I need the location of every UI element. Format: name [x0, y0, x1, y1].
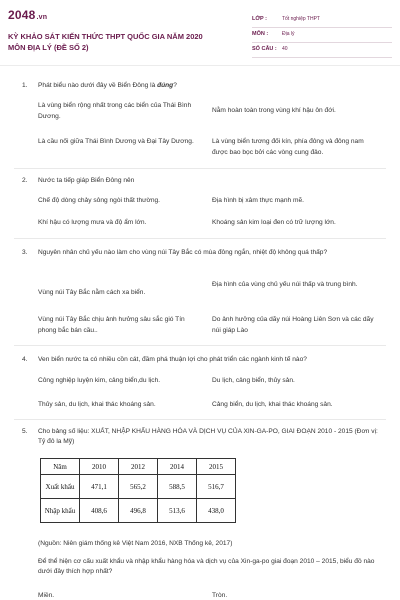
table-row: Nhập khẩu 408,6 496,8 513,6 438,0: [41, 499, 236, 523]
answer-option[interactable]: Nằm hoàn toàn trong vùng khí hậu ôn đới.: [212, 107, 336, 114]
answer-option[interactable]: Khoáng sản kim loại đen có trữ lượng lớn.: [212, 219, 336, 226]
exam-subject-title: MÔN ĐỊA LÝ (ĐỀ SỐ 2): [8, 43, 89, 52]
answer-option[interactable]: Khí hậu có lượng mưa và độ ẩm lớn.: [38, 219, 147, 226]
question-number: 4.: [22, 356, 28, 363]
answer-option[interactable]: Vùng núi Tây Bắc chịu ảnh hưởng sâu sắc gió Tín phong bắc bán cầu..: [38, 316, 185, 334]
meta-row-count: SỐ CÂU : 40: [252, 44, 392, 59]
question-text: Cho bảng số liệu: XUẤT, NHẬP KHẨU HÀNG HÓA VÀ DỊCH VỤ CỦA XIN-GA-PO, GIAI ĐOẠN 2010 - 2015 (Đơn vị: Tỷ đô la Mỹ): [38, 428, 378, 445]
question-text: Ven biển nước ta có nhiều cồn cát, đầm phá thuận lợi cho phát triển các ngành kinh tế nào?: [38, 356, 307, 363]
question-text: Nguyên nhân chủ yếu nào làm cho vùng núi Tây Bắc có mùa đông ngắn, nhiệt độ không quá thấp?: [38, 249, 328, 256]
answer-option[interactable]: Địa hình của vùng chủ yếu núi thấp và trung bình.: [212, 281, 358, 288]
question-number: 1.: [22, 82, 28, 89]
question-number: 3.: [22, 249, 28, 256]
answer-option[interactable]: Miền.: [38, 592, 55, 599]
meta-row-subject: MÔN : Địa lý: [252, 29, 392, 44]
question-number: 5.: [22, 428, 28, 435]
data-table: [40, 458, 236, 523]
exam-meta: [252, 14, 392, 59]
answer-option[interactable]: Thủy sản, du lịch, khai thác khoáng sản.: [38, 401, 156, 408]
answer-option[interactable]: Vùng núi Tây Bắc nằm cách xa biển.: [38, 289, 146, 296]
question-text: Nước ta tiếp giáp Biển Đông nên: [38, 177, 135, 184]
answer-option[interactable]: Công nghiệp luyện kim, cảng biển,du lịch.: [38, 377, 161, 384]
answer-option[interactable]: Chế độ dòng chảy sông ngòi thất thường.: [38, 197, 161, 204]
table-row: Xuất khẩu 471,1 565,2 588,5 516,7: [41, 475, 236, 499]
exam-title: KỲ KHẢO SÁT KIẾN THỨC THPT QUỐC GIA NĂM 2020: [8, 32, 203, 41]
meta-row-class: LỚP : Tốt nghiệp THPT: [252, 14, 392, 29]
answer-option[interactable]: Địa hình bị xâm thực mạnh mẽ.: [212, 197, 305, 204]
question-text: Phát biểu nào dưới đây về Biển Đông là đúng?: [38, 82, 177, 89]
table-header-row: Năm 2010 2012 2014 2015: [41, 459, 236, 475]
answer-option[interactable]: Là vùng biển rộng nhất trong các biển của Thái Bình Dương.: [38, 102, 192, 120]
site-logo[interactable]: 2048.vn: [8, 8, 48, 22]
answer-option[interactable]: Tròn.: [212, 592, 228, 599]
answer-option[interactable]: Là vùng biển tương đối kín, phía đông và đông nam được bao bọc bởi các vòng cung đảo.: [212, 138, 364, 156]
question-number: 2.: [22, 177, 28, 184]
answer-option[interactable]: Do ảnh hưởng của dãy núi Hoàng Liên Sơn và các dãy núi giáp Lào: [212, 316, 374, 334]
table-source: (Nguồn: Niên giám thống kê Việt Nam 2016, NXB Thống kê, 2017): [38, 540, 233, 547]
answer-option[interactable]: Du lịch, cảng biển, thủy sản.: [212, 377, 295, 384]
answer-option[interactable]: Cảng biển, du lịch, khai thác khoáng sản.: [212, 401, 333, 408]
question-text: Để thể hiện cơ cấu xuất khẩu và nhập khẩu hàng hóa và dịch vụ của Xin-ga-po giai đoạn 2010 – 2015, biểu đồ nào dưới đây thích hợp nhất?: [38, 558, 375, 575]
exam-header: [0, 0, 400, 66]
answer-option[interactable]: Là cầu nối giữa Thái Bình Dương và Đại Tây Dương.: [38, 138, 194, 145]
